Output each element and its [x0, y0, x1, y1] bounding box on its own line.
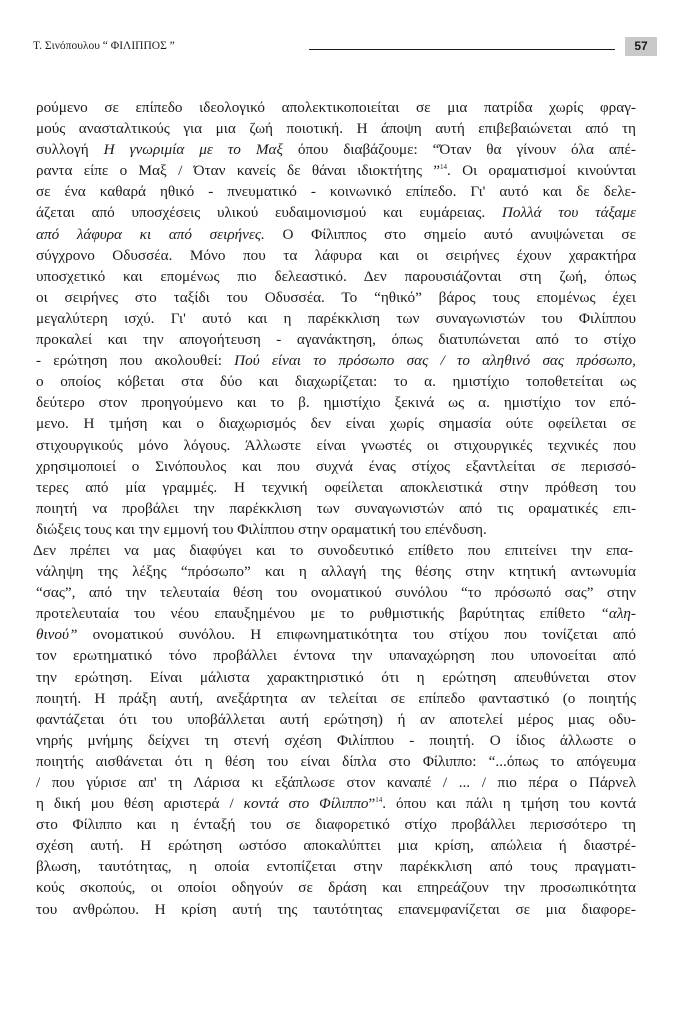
text-run: χρησιμοποιεί ο Σινόπουλος και που συχνά ένας στίχος εξαντλείται σε περισσό-	[36, 457, 636, 475]
text-line	[36, 814, 636, 835]
text-line	[33, 540, 633, 561]
text-run: ποιητή. Η πράξη αυτή, ανεξάρτητα αν τελείται σε επίπεδο φανταστικό (ο ποιητής	[36, 689, 636, 707]
quoted-verse: “αλη-	[600, 605, 636, 623]
text-line	[36, 181, 636, 202]
text-run: . όπου και πάλι η τμήση του κοντά	[382, 795, 636, 813]
text-line	[36, 856, 636, 877]
text-line	[36, 308, 636, 329]
text-line	[36, 709, 636, 730]
text-line	[36, 160, 636, 181]
running-header	[33, 37, 648, 59]
text-run: μεγαλύτερη ισχύ. Γι' αυτό και η παρέκκλιση των συναγωνιστών του Φιλίππου	[36, 309, 636, 327]
text-run: συλλογή	[36, 141, 104, 159]
text-run: στιχουργικούς μόνο λόγους. Άλλωστε είναι γνωστές οι στιχουργικές τεχνικές που	[36, 436, 636, 454]
text-line	[36, 118, 636, 139]
text-run: σε ένα καθαρά ηθικό - πνευματικό - κοινωνικό επίπεδο. Γι' αυτό και δε δελε-	[36, 183, 636, 201]
body-text	[33, 97, 636, 920]
text-line	[36, 97, 636, 118]
quoted-verse: θινού”	[36, 626, 78, 644]
quoted-verse: από λάφυρα κι από σειρήνες.	[36, 225, 265, 243]
text-run: ποιητή να προβάλει την παρέκκλιση των συναγωνιστών από τις οραματικές επι-	[36, 499, 636, 517]
text-run: η δική μου θέση αριστερά /	[36, 795, 244, 813]
text-run: ποιητής αισθάνεται ότι η θέση του είναι δίπλα στο Φίλιππο: “...όπως το απόγευμα	[36, 752, 636, 770]
text-line	[36, 287, 636, 308]
text-run: άζεται από υποσχέσεις υλικού ευδαιμονισμού και ευμάρειας.	[36, 204, 502, 222]
text-run: νηρής μνήμης δείχνει τη στενή σχέση Φιλίππου - ποιητή. Ο ίδιος άλλωστε ο	[36, 731, 636, 749]
text-run: ο οποίος κόβεται στα δύο και διαχωρίζεται: το α. ημιστίχιο τοποθετείται ως	[36, 373, 636, 391]
text-run: σύγχρονο Οδυσσέα. Μόνο που τα λάφυρα και οι σειρήνες έχουν χαρακτήρα	[36, 246, 636, 264]
text-run: την ερώτηση. Είναι μάλιστα χαρακτηριστικό ότι η ερώτηση απευθύνεται στον	[36, 668, 636, 686]
text-run: - ερώτηση που ακολουθεί:	[36, 352, 235, 370]
text-line	[36, 371, 636, 392]
text-line	[36, 624, 636, 645]
text-line	[36, 350, 636, 371]
quoted-verse: Πολλά του τάξαμε	[501, 204, 636, 222]
quoted-verse: κοντά στο Φίλιππο	[243, 795, 369, 813]
text-run: “σας”, από την τελευταία θέση του ονοματικού συνόλου “το πρόσωπό σας” στην	[36, 584, 636, 602]
text-run: διώξεις τους και την εμμονή του Φιλίππου στην οραματική του επένδυση.	[36, 520, 487, 538]
text-line	[36, 730, 636, 751]
text-run: ραντα είπε ο Μαξ / Όταν κανείς δε θάναι ιδιοκτήτης ”	[36, 162, 441, 180]
text-line	[36, 793, 636, 814]
text-run: νάληψη της λέξης “πρόσωπο” και η αλλαγή της θέσης στην κτητική αντωνυμία	[36, 563, 636, 581]
text-line	[36, 772, 636, 793]
text-run: κούς σκοπούς, οι οποίοι οδηγούν σε δράση και επηρεάζουν την προσωπικότητα	[36, 879, 636, 897]
text-run: όπου διαβάζουμε: “Όταν θα γίνουν όλα απέ-	[282, 141, 636, 159]
text-line	[36, 751, 636, 772]
text-run: μούς ανασταλτικούς για μια ζωή ποιοτική. Η άποψη αυτή επιβεβαιώνεται από τη	[36, 120, 636, 138]
text-line	[36, 435, 636, 456]
text-run: . Οι οραματισμοί κινούνται	[447, 162, 636, 180]
text-line	[36, 561, 636, 582]
text-run: οι σειρήνες στο ταξίδι του Οδυσσέα. Το “ηθικό” βάρος τους επομένως έχει	[36, 288, 636, 306]
footnote-ref: 14	[440, 163, 448, 172]
text-run: μενο. Η τμήση και ο διαχωρισμός δεν είναι χωρίς σημασία ούτε οφείλεται σε	[36, 415, 636, 433]
running-title: Τ. Σινόπουλου “ ΦΙΛΙΠΠΟΣ ”	[33, 40, 175, 52]
text-run: ”	[368, 795, 376, 813]
text-run: προτελευταία του νέου επαυξημένου με το ρυθμιστικής βαρύτητας επίθετο	[36, 605, 601, 623]
text-line	[36, 329, 636, 350]
text-run: υποσχετικό και επομένως πιο δελεαστικό. Δεν παρουσιάζονται στη ζωή, όπως	[36, 267, 636, 285]
text-run: ονοματικού συνόλου. Η επιφωνηματικότητα του στίχου που τονίζεται από	[77, 626, 636, 644]
text-run: σχέση αυτή. Η ερώτηση ωστόσο αποκαλύπτει μια κρίση, απώλεια ή διαστρέ-	[36, 837, 636, 855]
text-line	[36, 224, 636, 245]
text-line	[36, 456, 636, 477]
text-run: τον ερωτηματικό τόνο προβάλλει έντονα την υπαναχώρηση που υπονοείται από	[36, 647, 636, 665]
text-run: στο Φίλιππο και η ένταξή του σε διαφορετικό στίχο προβάλλει περισσότερο τη	[36, 816, 636, 834]
text-line	[36, 835, 636, 856]
text-run: Ο Φίλιππος στο σημείο αυτό ανυψώνεται σε	[264, 225, 636, 243]
text-line	[36, 245, 636, 266]
text-run: φαντάζεται ότι του υποβάλλεται αυτή ερώτηση) ή αν αποτελεί μέρος μιας οδυ-	[36, 710, 636, 728]
text-line	[36, 477, 636, 498]
text-run: του ανθρώπου. Η κρίση αυτή της ταυτότητας επανεμφανίζεται σε μια διαφορε-	[36, 900, 636, 918]
footnote-ref: 14	[375, 796, 383, 805]
quoted-verse: Η γνωριμία με το Μαξ	[103, 141, 283, 159]
text-line	[36, 413, 636, 434]
text-line	[36, 519, 636, 540]
page-number: 57	[625, 37, 657, 56]
text-line	[36, 582, 636, 603]
text-line	[36, 498, 636, 519]
text-run: Δεν πρέπει να μας διαφύγει και το συνοδευτικό επίθετο που επιτείνει την επα-	[33, 541, 633, 559]
quoted-verse: Πού είναι το πρόσωπο σας / το αληθινό σας πρόσωπο,	[234, 352, 636, 370]
text-run: βλωση, ταυτότητας, η οποία εντοπίζεται στην παρέκκλιση από τους πραγματι-	[36, 858, 636, 876]
text-line	[36, 392, 636, 413]
text-line	[36, 688, 636, 709]
text-run: / που γύρισε απ' τη Λάρισα κι εξάπλωσε στον καναπέ / ... / πιο πέρα ο Πάρνελ	[36, 774, 636, 791]
text-run: τερες από μία γραμμές. Η τεχνική οφείλεται αποκλειστικά στην πρόθεση του	[36, 478, 636, 496]
text-line	[36, 645, 636, 666]
text-run: δεύτερο στον προηγούμενο και το β. ημιστίχιο ξεκινά ως α. ημιστίχιο τον επό-	[36, 394, 636, 412]
text-line	[36, 877, 636, 898]
header-rule	[309, 49, 615, 50]
text-line	[36, 667, 636, 688]
text-line	[36, 202, 636, 223]
text-run: προκαλεί και την απογοήτευση - αγανάκτηση, όπως διατυπώνεται από το στίχο	[36, 331, 636, 349]
text-line	[36, 139, 636, 160]
text-line	[36, 899, 636, 920]
text-line	[36, 266, 636, 287]
text-run: ρούμενο σε επίπεδο ιδεολογικό απολεκτικοποιείται σε μια πατρίδα χωρίς φραγ-	[36, 99, 636, 116]
text-line	[36, 603, 636, 624]
